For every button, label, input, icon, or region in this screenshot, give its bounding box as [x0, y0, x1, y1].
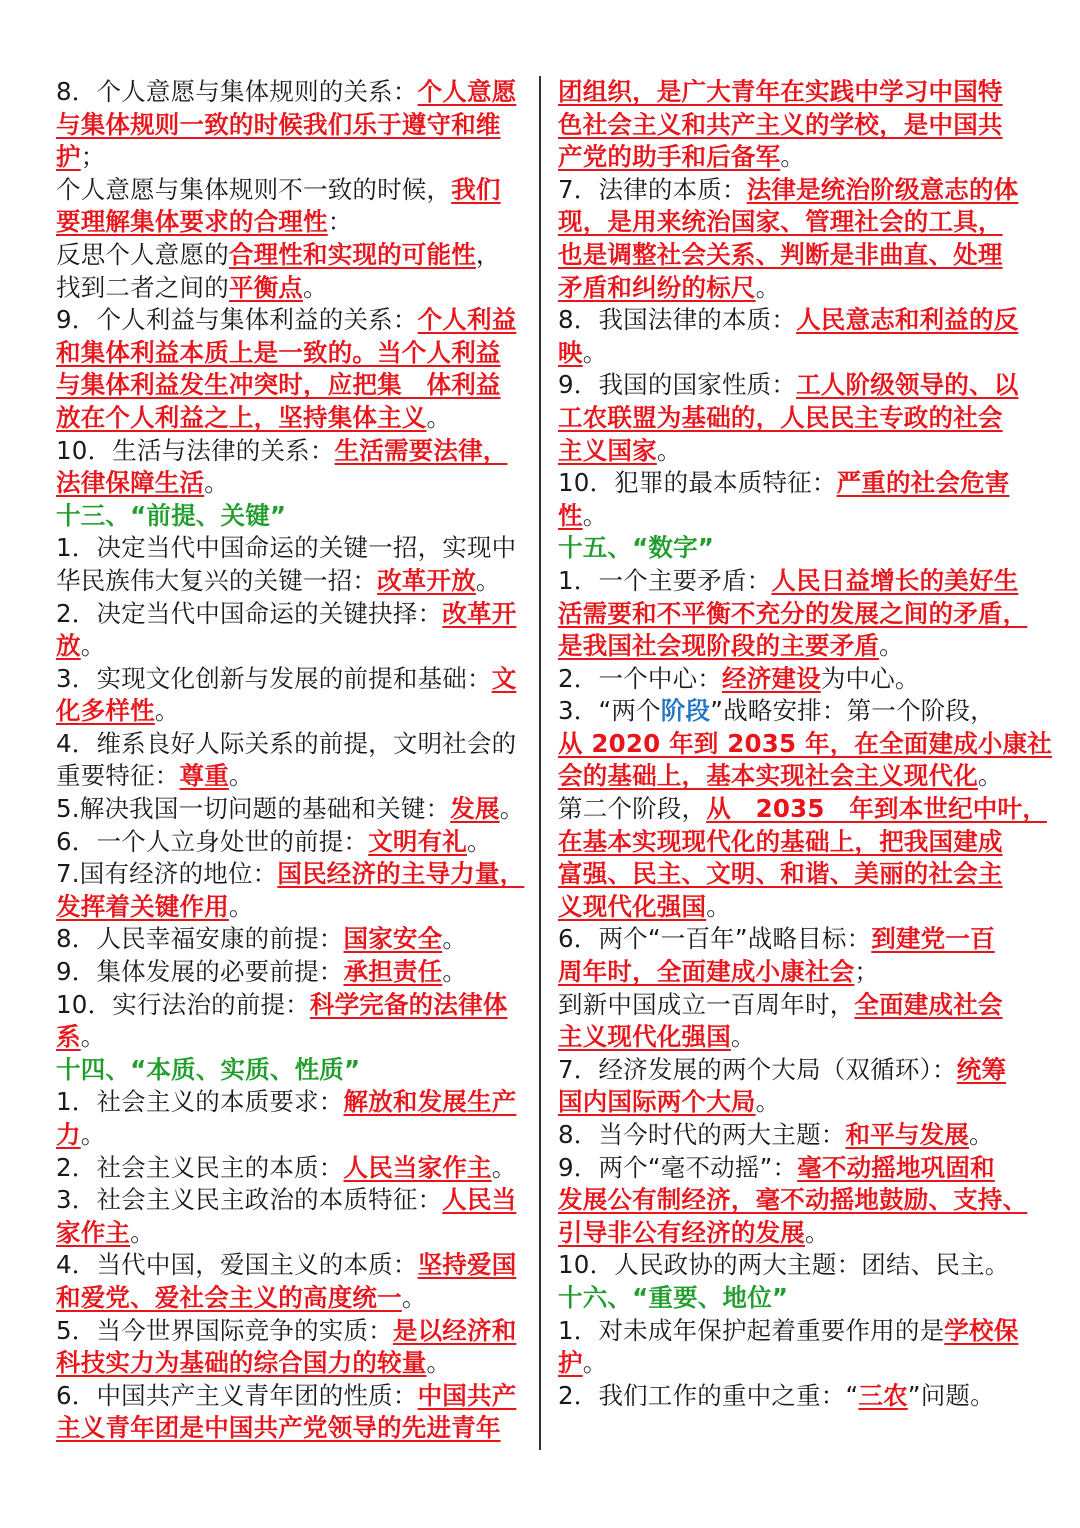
highlighted-answer: 科技实力为基础的综合国力的较量	[56, 1348, 427, 1378]
text-line	[56, 1152, 524, 1185]
text-segment: 。	[656, 435, 682, 465]
highlighted-answer: 个人利益	[417, 305, 517, 335]
highlighted-answer: 放	[56, 631, 81, 661]
highlighted-term: 阶段	[660, 696, 711, 726]
section-heading-text: 十五、“数字”	[558, 533, 715, 563]
text-line	[56, 402, 524, 435]
text-line	[56, 76, 524, 109]
section-heading	[56, 1054, 524, 1087]
text-segment: 。	[154, 696, 180, 726]
text-segment: 2．我们工作的重中之重：“	[558, 1380, 859, 1410]
text-segment: 2．社会主义民主的本质：	[56, 1152, 344, 1182]
highlighted-answer: 改革开放	[377, 565, 476, 595]
text-line	[56, 109, 524, 142]
highlighted-answer: 从 2020 年到 2035 年，在全面建成小康社	[558, 728, 1052, 758]
text-line	[56, 435, 524, 468]
text-line	[558, 663, 1028, 696]
highlighted-answer: 和平与发展	[845, 1120, 969, 1149]
highlighted-answer: 尊重	[179, 761, 229, 791]
highlighted-answer: 力	[56, 1120, 81, 1149]
highlighted-answer: 与集体规则一致的时候我们乐于遵守和维	[56, 109, 501, 139]
highlighted-answer: 经济建设	[722, 663, 821, 693]
text-segment: 。	[730, 1022, 756, 1052]
text-segment: 8．个人意愿与集体规则的关系：	[56, 77, 418, 106]
text-segment: 6．中国共产主义青年团的性质：	[56, 1380, 418, 1410]
text-segment: 8．人民幸福安康的前提：	[56, 924, 344, 954]
text-line	[56, 826, 524, 859]
text-segment: 1．对未成年保护起着重要作用的是	[558, 1315, 945, 1345]
text-line	[558, 793, 1047, 826]
highlighted-answer: 统筹	[956, 1054, 1007, 1084]
text-segment: 到新中国成立一百周年时，	[558, 989, 855, 1019]
text-line	[56, 1119, 524, 1152]
text-segment: 6．一个人立身处世的前提：	[56, 826, 369, 856]
text-line	[56, 630, 524, 663]
text-segment: 。	[805, 1217, 830, 1247]
highlighted-answer: 活需要和不平衡不充分的发展之间的矛盾，	[558, 598, 1028, 628]
text-line	[558, 826, 1028, 859]
text-segment: 10．生活与法律的关系：	[56, 435, 335, 465]
section-heading-text: 十六、“重要、地位”	[558, 1282, 789, 1312]
text-line	[56, 467, 524, 500]
text-line	[56, 1086, 524, 1119]
highlighted-answer: 富强、民主、文明、和谐、美丽的社会主	[558, 859, 1003, 889]
highlighted-answer: 产党的助手和后备军	[558, 142, 781, 172]
text-segment: 重要特征：	[56, 761, 180, 791]
text-line	[56, 174, 524, 207]
highlighted-answer: 周年时，全面建成小康社会	[558, 957, 855, 987]
text-segment: 1．一个主要矛盾：	[558, 565, 772, 595]
highlighted-answer: 中国共产	[417, 1380, 517, 1410]
text-line	[558, 728, 1052, 761]
text-line	[558, 467, 1028, 500]
text-segment: 。	[491, 1152, 517, 1182]
highlighted-answer: 文	[491, 663, 517, 693]
highlighted-answer: 毫不动摇地巩固和	[797, 1152, 995, 1182]
text-segment: 9．我国的国家性质：	[558, 370, 797, 400]
text-segment: 为中心。	[820, 663, 920, 693]
text-line	[558, 1086, 1028, 1119]
text-line	[56, 1217, 524, 1250]
highlighted-answer: 团组织，是广大青年在实践中学习中国特	[558, 77, 1003, 106]
text-line	[558, 272, 1028, 305]
text-segment: 7.国有经济的地位：	[56, 859, 278, 889]
text-segment: 3．社会主义民主政治的本质特征：	[56, 1185, 443, 1215]
text-line	[56, 1184, 524, 1217]
text-line	[558, 141, 1028, 174]
text-line	[56, 239, 524, 272]
highlighted-answer: 全面建成社会	[854, 989, 1003, 1019]
highlighted-answer: 法律保障生活	[56, 468, 205, 498]
text-segment: 。	[228, 891, 254, 921]
text-segment: 6．两个“一百年”战略目标：	[558, 924, 872, 954]
highlighted-answer: 科学完备的法律体	[309, 989, 508, 1019]
highlighted-answer: 主义国家	[558, 435, 657, 465]
text-line	[558, 1347, 1028, 1380]
text-line	[558, 989, 1028, 1022]
highlighted-answer: 也是调整社会关系、判断是非曲直、处理	[558, 239, 1003, 269]
section-heading-text: 十四、“本质、实质、性质”	[56, 1054, 361, 1084]
highlighted-answer: 和爱党、爱社会主义的高度统一	[56, 1282, 402, 1312]
text-segment: 7．法律的本质：	[558, 174, 747, 204]
text-line	[558, 109, 1028, 142]
text-segment: 个人意愿与集体规则不一致的时候，	[56, 174, 452, 204]
highlighted-answer: 主义现代化强国	[558, 1022, 731, 1052]
highlighted-answer: 坚持爱国	[417, 1250, 517, 1280]
text-line	[558, 1217, 1028, 1250]
highlighted-answer: 系	[56, 1022, 81, 1052]
highlighted-answer: 严重的社会危害	[836, 468, 1010, 498]
highlighted-answer: 从 2035 年到本世纪中叶，	[706, 794, 1047, 824]
highlighted-answer: 家作主	[56, 1217, 131, 1247]
right-column	[558, 76, 1052, 1412]
text-segment: 。	[977, 761, 1003, 791]
highlighted-answer: 法律是统治阶级意志的体	[746, 174, 1019, 204]
text-segment: 。	[780, 142, 806, 172]
highlighted-answer: 学校保	[944, 1315, 1019, 1345]
text-segment: 第二个阶段，	[558, 794, 707, 824]
text-line	[56, 728, 524, 761]
text-segment: 。	[204, 468, 229, 498]
highlighted-answer: 矛盾和纠纷的标尺	[558, 272, 756, 302]
highlighted-answer: 发展公有制经济，毫不动摇地鼓励、支持、	[558, 1185, 1028, 1215]
text-line	[56, 1021, 524, 1054]
text-segment: 。	[80, 631, 106, 661]
text-line	[56, 1380, 524, 1413]
highlighted-answer: 护	[558, 1348, 583, 1378]
highlighted-answer: 与集体利益发生冲突时，应把集 体利益	[56, 370, 501, 400]
text-segment: 4．当代中国，爱国主义的本质：	[56, 1250, 418, 1280]
highlighted-answer: 工人阶级领导的、以	[796, 370, 1019, 400]
highlighted-answer: 解放和发展生产	[343, 1087, 517, 1117]
highlighted-answer: 国家安全	[343, 924, 443, 954]
text-line	[56, 663, 524, 696]
text-line	[56, 891, 524, 924]
text-line	[558, 956, 1028, 989]
text-line	[558, 923, 1028, 956]
text-segment: 3．实现文化创新与发展的前提和基础：	[56, 663, 492, 693]
text-segment: 2．决定当代中国命运的关键抉择：	[56, 598, 443, 628]
left-column	[56, 76, 524, 1445]
text-segment: 9．两个“毫不动摇”：	[558, 1152, 798, 1182]
highlighted-answer: 国内国际两个大局	[558, 1087, 756, 1117]
text-line	[56, 1282, 524, 1315]
section-heading-text: 十三、“前提、关键”	[56, 500, 287, 530]
text-line	[56, 695, 524, 728]
text-segment: 。	[130, 1217, 155, 1247]
text-segment: 3．“两个	[558, 696, 661, 726]
text-segment: 9．个人利益与集体利益的关系：	[56, 305, 418, 335]
section-heading	[56, 500, 524, 533]
text-line	[56, 858, 524, 891]
text-line	[56, 989, 524, 1022]
text-segment: 。	[467, 826, 492, 856]
text-segment: 。	[475, 565, 501, 595]
text-line	[56, 206, 524, 239]
section-heading	[558, 1282, 1028, 1315]
text-segment: 。	[228, 761, 254, 791]
text-line	[558, 402, 1028, 435]
text-line	[56, 760, 524, 793]
text-segment: 。	[442, 957, 468, 987]
highlighted-answer: 要理解集体要求的合理性	[56, 207, 328, 237]
highlighted-answer: 工农联盟为基础的，人民民主专政的社会	[558, 402, 1003, 432]
text-segment: 。	[303, 272, 328, 302]
highlighted-answer: 我们	[451, 174, 501, 204]
highlighted-answer: 合理性和实现的可能性	[228, 239, 476, 269]
text-line	[558, 695, 1028, 728]
text-line	[558, 435, 1028, 468]
highlighted-answer: 引导非公有经济的发展	[558, 1217, 805, 1247]
text-line	[558, 1021, 1028, 1054]
text-segment: 4．维系良好人际关系的前提，文明社会的	[56, 728, 517, 758]
highlighted-answer: 发挥着关键作用	[56, 891, 229, 921]
text-segment: 。	[755, 272, 781, 302]
highlighted-answer: 主义青年团是中国共产党领导的先进青年	[56, 1413, 501, 1443]
text-segment: 。	[582, 1348, 608, 1378]
highlighted-answer: 性	[558, 500, 583, 530]
highlighted-answer: 在基本实现现代化的基础上，把我国建成	[558, 826, 1003, 856]
text-line	[558, 1119, 1028, 1152]
highlighted-answer: 生活需要法律，	[334, 435, 508, 465]
text-segment: 。	[755, 1087, 781, 1117]
text-line	[558, 1315, 1028, 1348]
text-segment: 2．一个中心：	[558, 663, 722, 693]
text-segment: 8．我国法律的本质：	[558, 305, 797, 335]
text-line	[56, 141, 524, 174]
text-line	[558, 500, 1028, 533]
text-line	[56, 1347, 524, 1380]
text-line	[558, 337, 1028, 370]
highlighted-answer: 义现代化强国	[558, 891, 707, 921]
highlighted-answer: 改革开	[442, 598, 517, 628]
text-segment: 反思个人意愿的	[56, 239, 229, 269]
highlighted-answer: 人民当家作主	[343, 1152, 492, 1182]
text-line	[558, 760, 1028, 793]
highlighted-answer: 和集体利益本质上是一致的。当个人利益	[56, 337, 501, 367]
highlighted-answer: 映	[558, 337, 583, 367]
highlighted-answer: 是以经济和	[392, 1315, 517, 1345]
text-segment: ；	[854, 957, 880, 987]
text-line	[56, 1249, 524, 1282]
column-divider	[539, 76, 541, 1450]
text-segment: 5.解决我国一切问题的基础和关键：	[56, 794, 451, 824]
text-line	[558, 598, 1028, 631]
text-segment: 。	[582, 500, 608, 530]
text-segment: 10．犯罪的最本质特征：	[558, 468, 837, 498]
text-segment: 。	[442, 924, 468, 954]
text-line	[558, 630, 1028, 663]
highlighted-answer: 化多样性	[56, 696, 155, 726]
text-line	[56, 598, 524, 631]
text-line	[558, 1249, 1028, 1282]
text-segment: ，	[475, 239, 501, 269]
highlighted-answer: 放在个人利益之上，坚持集体主义	[56, 402, 427, 432]
text-segment: 。	[969, 1120, 994, 1149]
text-segment: 10．人民政协的两大主题：团结、民主。	[558, 1250, 1010, 1280]
text-segment: 找到二者之间的	[56, 272, 229, 302]
text-segment: ”问题。	[907, 1380, 995, 1410]
text-segment: 1．社会主义的本质要求：	[56, 1087, 344, 1117]
text-segment: 。	[499, 794, 525, 824]
text-line	[56, 793, 524, 826]
text-segment: 。	[80, 1022, 106, 1052]
highlighted-answer: 文明有礼	[368, 826, 467, 856]
text-line	[56, 1412, 524, 1445]
highlighted-answer: 色社会主义和共产主义的学校，是中国共	[558, 109, 1003, 139]
text-line	[56, 565, 524, 598]
text-segment: ：	[327, 207, 353, 237]
text-line	[558, 858, 1028, 891]
text-line	[56, 956, 524, 989]
text-segment: 。	[426, 1348, 452, 1378]
text-segment: 1．决定当代中国命运的关键一招，实现中	[56, 533, 517, 563]
text-segment: 。	[401, 1282, 427, 1312]
section-heading	[558, 532, 1028, 565]
text-segment: 9．集体发展的必要前提：	[56, 957, 344, 987]
text-line	[558, 304, 1028, 337]
text-segment: 10．实行法治的前提：	[56, 989, 310, 1019]
text-line	[558, 76, 1028, 109]
text-line	[56, 337, 524, 370]
text-line	[56, 272, 524, 305]
text-line	[56, 532, 524, 565]
text-segment: 7．经济发展的两个大局（双循环）：	[558, 1054, 957, 1084]
text-line	[558, 565, 1028, 598]
text-line	[558, 369, 1028, 402]
highlighted-answer: 发展	[450, 794, 500, 824]
text-segment: 。	[879, 631, 904, 661]
highlighted-answer: 三农	[858, 1380, 908, 1410]
text-segment: 华民族伟大复兴的关键一招：	[56, 565, 378, 595]
text-line	[56, 369, 524, 402]
text-segment: 。	[426, 402, 452, 432]
highlighted-answer: 护	[56, 142, 81, 172]
highlighted-answer: 国民经济的主导力量，	[277, 859, 525, 889]
text-line	[558, 174, 1028, 207]
highlighted-answer: 人民日益增长的美好生	[771, 565, 1019, 595]
highlighted-answer: 人民当	[442, 1185, 517, 1215]
highlighted-answer: 平衡点	[228, 272, 304, 302]
text-line	[558, 239, 1028, 272]
highlighted-answer: 到建党一百	[871, 924, 995, 954]
highlighted-answer: 是我国社会现阶段的主要矛盾	[558, 631, 880, 661]
text-segment: ”战略安排：第一个阶段，	[710, 696, 995, 726]
highlighted-answer: 承担责任	[343, 957, 443, 987]
text-line	[558, 1054, 1028, 1087]
highlighted-answer: 现，是用来统治国家、管理社会的工具，	[558, 207, 1003, 237]
text-line	[558, 891, 1028, 924]
text-segment: 5．当今世界国际竞争的实质：	[56, 1315, 393, 1345]
text-segment: 。	[582, 337, 608, 367]
text-line	[56, 304, 524, 337]
text-segment: ；	[80, 142, 106, 172]
text-line	[558, 1152, 1028, 1185]
highlighted-answer: 个人意愿	[417, 77, 517, 106]
highlighted-answer: 人民意志和利益的反	[796, 305, 1019, 335]
text-segment: 。	[706, 891, 731, 921]
text-segment: 。	[80, 1120, 106, 1149]
text-line	[56, 923, 524, 956]
text-line	[56, 1315, 524, 1348]
text-line	[558, 206, 1028, 239]
text-line	[558, 1380, 1028, 1413]
text-line	[558, 1184, 1028, 1217]
highlighted-answer: 会的基础上，基本实现社会主义现代化	[558, 761, 978, 791]
text-segment: 8．当今时代的两大主题：	[558, 1120, 846, 1149]
